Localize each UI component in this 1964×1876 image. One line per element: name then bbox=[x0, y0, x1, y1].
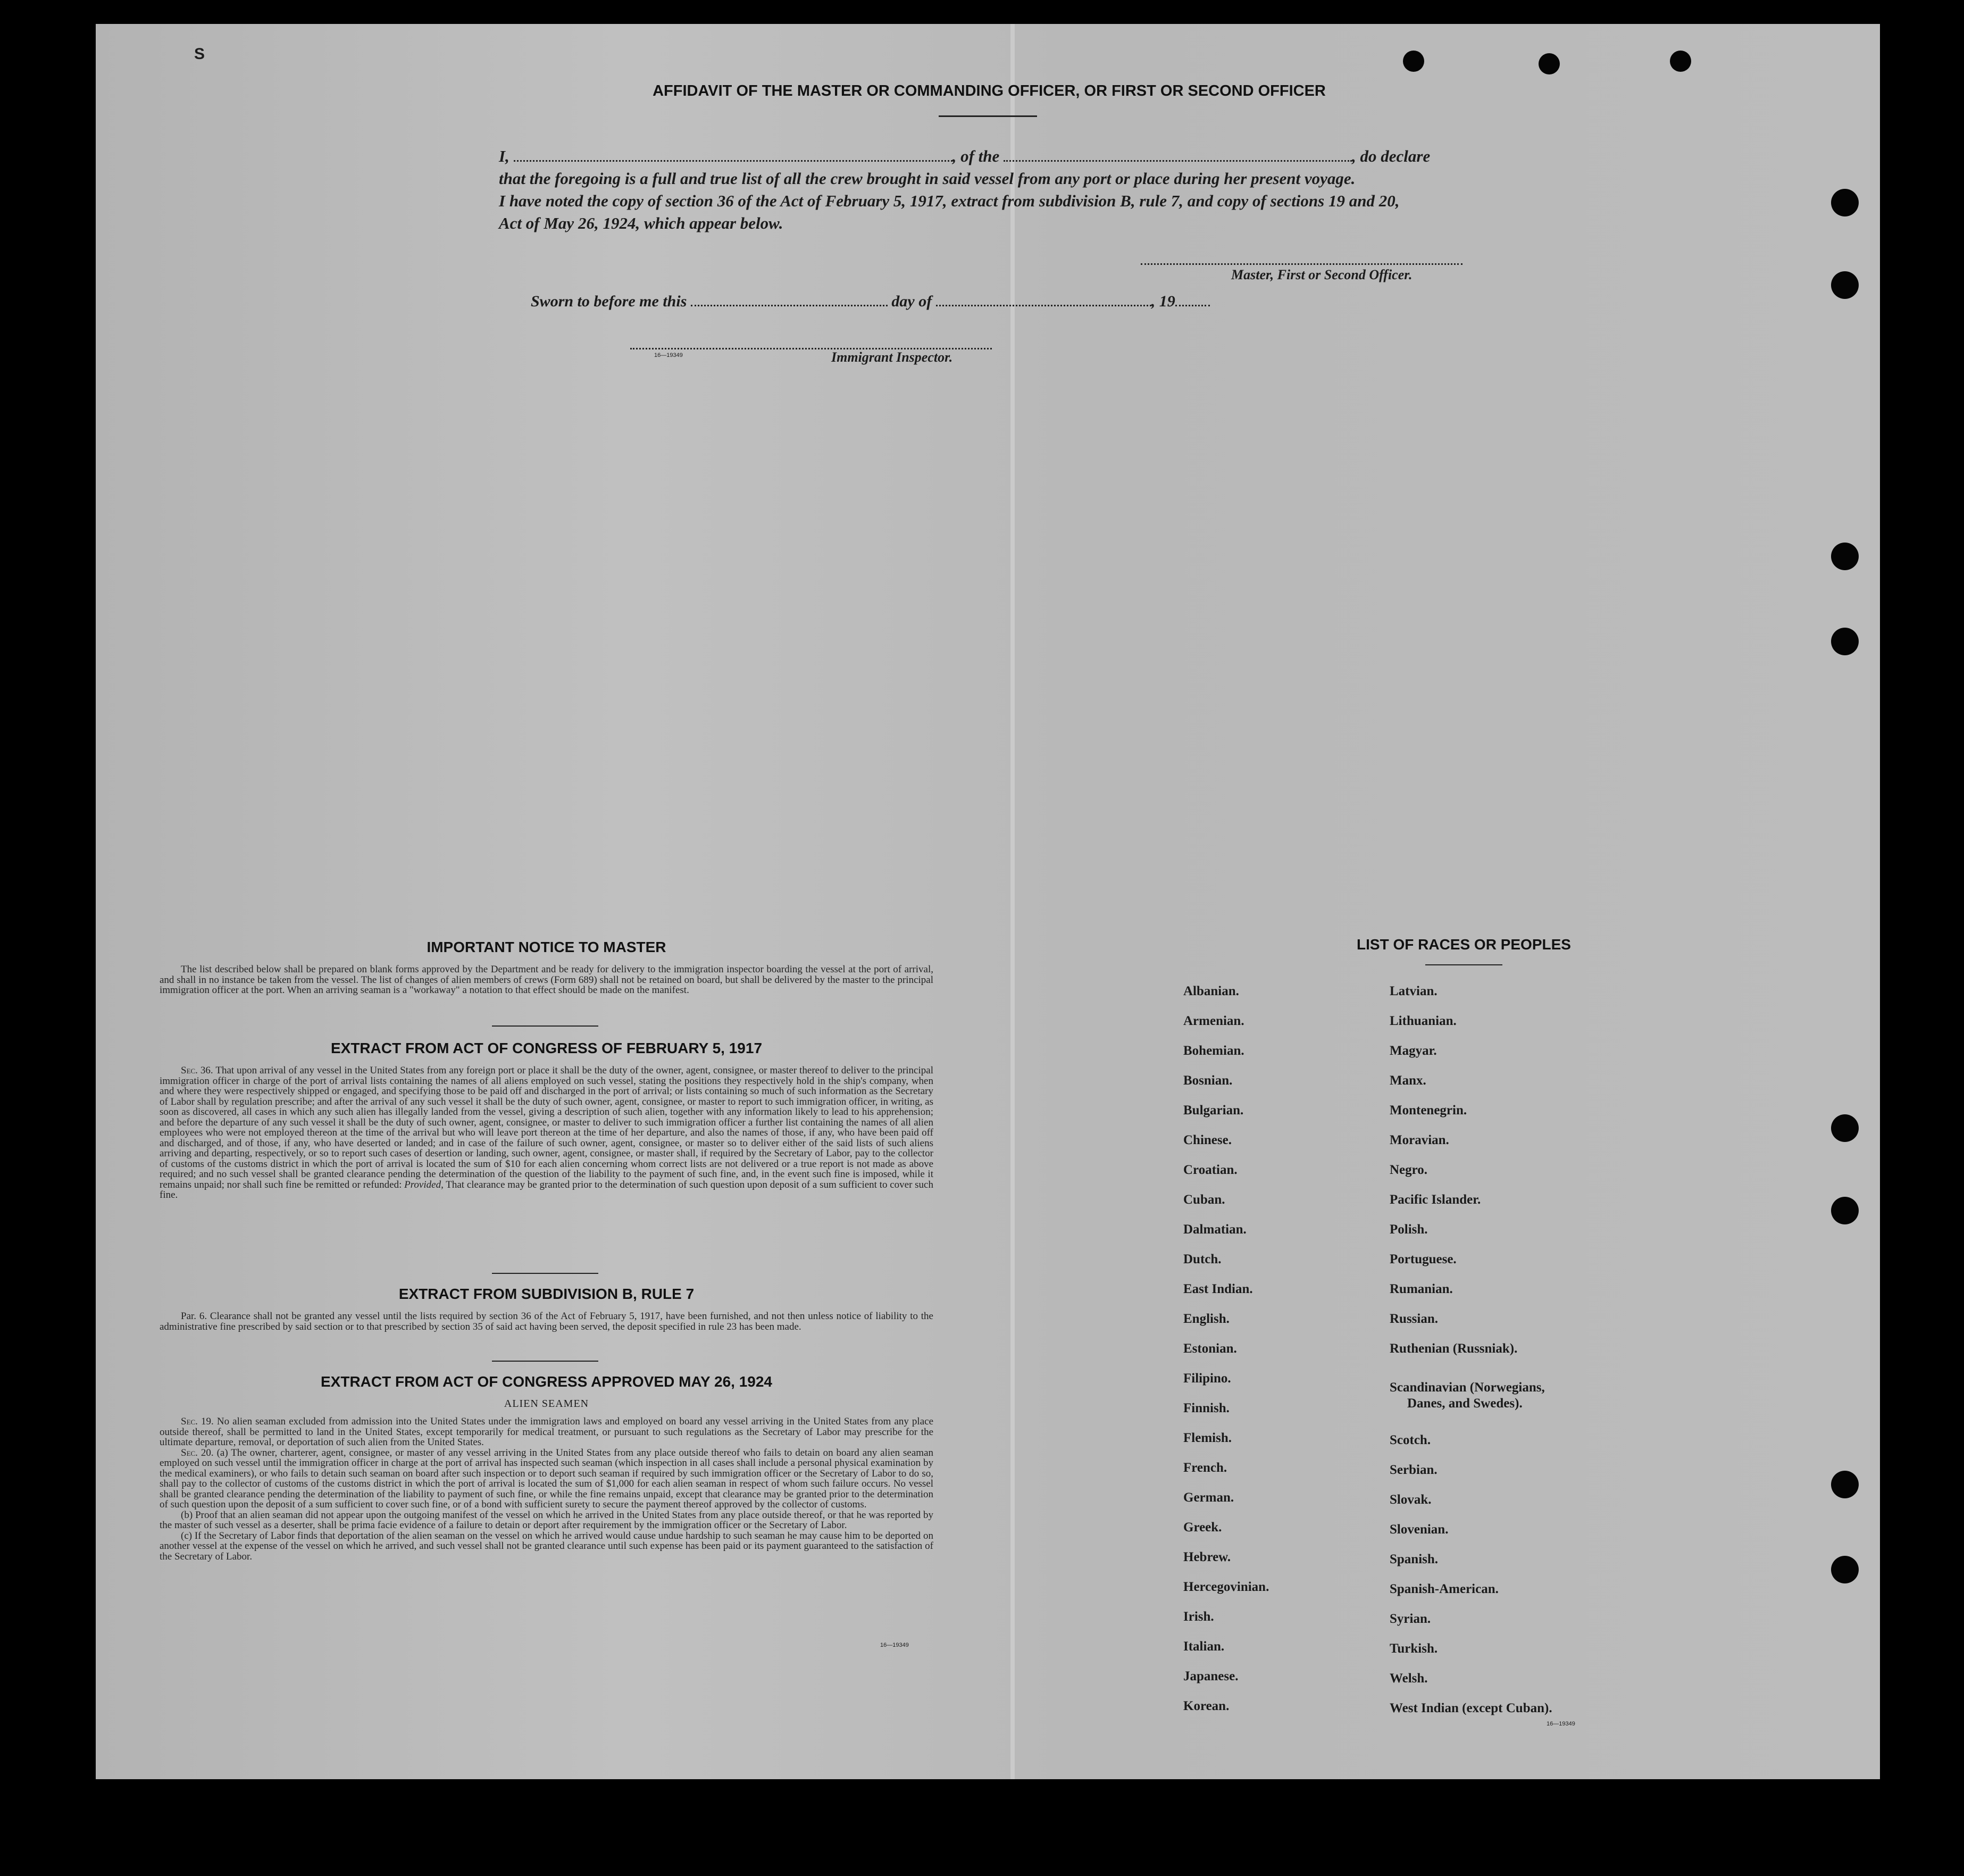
punch-hole bbox=[1831, 189, 1859, 216]
race-item: Hebrew. bbox=[1183, 1550, 1231, 1564]
race-item: Manx. bbox=[1390, 1073, 1426, 1088]
rule-7-title: EXTRACT FROM SUBDIVISION B, RULE 7 bbox=[398, 1286, 695, 1302]
race-item: Portuguese. bbox=[1390, 1252, 1457, 1266]
race-item: Serbian. bbox=[1390, 1463, 1438, 1477]
race-item: Irish. bbox=[1183, 1610, 1214, 1624]
race-item: Spanish-American. bbox=[1390, 1582, 1499, 1596]
declaration-line-3: I have noted the copy of section 36 of the Act of February 5, 1917, extract from subdivision B, rule 7, and copy of sections 19 and 20, bbox=[499, 191, 1400, 210]
section-rule bbox=[492, 1273, 598, 1274]
declaration-line-1 bbox=[499, 145, 1488, 168]
page-fold bbox=[1010, 24, 1015, 1779]
race-item: Armenian. bbox=[1183, 1014, 1244, 1028]
notice-text bbox=[160, 964, 933, 996]
section-19-paragraph bbox=[160, 1416, 933, 1448]
race-item-continued: Danes, and Swedes). bbox=[1407, 1396, 1523, 1411]
race-item: English. bbox=[1183, 1312, 1230, 1326]
race-item: Russian. bbox=[1390, 1312, 1439, 1326]
title-rule bbox=[939, 115, 1037, 117]
declaration-line-2: that the foregoing is a full and true list of all the crew brought in said vessel from any port or place during her present voyage. bbox=[499, 169, 1356, 188]
race-item: Spanish. bbox=[1390, 1552, 1439, 1566]
extract-1917-title: EXTRACT FROM ACT OF CONGRESS OF FEBRUARY 5, 1917 bbox=[330, 1040, 763, 1056]
race-item: Bulgarian. bbox=[1183, 1103, 1244, 1118]
section-20a-text: (a) The owner, charterer, agent, consignee, or master of any vessel arriving in the United States from any place outside thereof who fails to detain on board any alien seaman employed on such vessel until the immigration officer in charge at the port of arrival has inspected such seaman (which inspection in all cases shall include a personal physical examination by the medical examiners), or who fails to detain such seaman on board after such inspection or to deport such seaman if required by such immigration officer or the Secretary of Labor to do so, shall pay to the collector of customs of the customs district in which the port of arrival is located the sum of $1,000 for each alien seaman in respect of whom such failure occurs. No vessel shall be granted clearance pending the determination of the liability to payment of such fine, or while the fine remains unpaid, except that clearance may be granted prior to the determination of such question upon the deposit of a sum sufficient to cover such fine, or of a bond with sufficient surety to secure the payment thereof approved by the collector of customs. bbox=[160, 1447, 934, 1510]
punch-hole bbox=[1403, 51, 1424, 72]
race-item: Montenegrin. bbox=[1390, 1103, 1467, 1118]
sworn-year: , 19 bbox=[1151, 293, 1175, 310]
section-rule bbox=[492, 1361, 598, 1362]
affidavit-title: AFFIDAVIT OF THE MASTER OR COMMANDING OFFICER, OR FIRST OR SECOND OFFICER bbox=[653, 82, 1326, 99]
year-blank[interactable] bbox=[1175, 305, 1210, 306]
document-sheet bbox=[96, 24, 1880, 1779]
punch-hole bbox=[1670, 51, 1691, 72]
punch-hole bbox=[1831, 543, 1859, 570]
signature-blank[interactable] bbox=[1141, 262, 1462, 265]
punch-hole bbox=[1831, 1556, 1859, 1583]
race-item: Scandinavian (Norwegians, bbox=[1390, 1380, 1545, 1395]
race-item: Slovenian. bbox=[1390, 1522, 1449, 1537]
race-item: Negro. bbox=[1390, 1163, 1428, 1177]
race-item: Pacific Islander. bbox=[1390, 1193, 1481, 1207]
inspector-label: Immigrant Inspector. bbox=[831, 349, 953, 365]
form-number-top: 16—19349 bbox=[654, 352, 683, 358]
race-item: Bosnian. bbox=[1183, 1073, 1233, 1088]
punch-hole bbox=[1831, 1114, 1859, 1142]
race-item: Lithuanian. bbox=[1390, 1014, 1457, 1028]
sworn-line bbox=[531, 293, 1210, 311]
section-rule bbox=[492, 1025, 598, 1027]
race-item: Filipino. bbox=[1183, 1371, 1231, 1386]
extract-1924-title: EXTRACT FROM ACT OF CONGRESS APPROVED MAY 26, 1924 bbox=[321, 1373, 772, 1390]
declaration-of: , of the bbox=[952, 147, 1000, 165]
race-item: Japanese. bbox=[1183, 1669, 1239, 1683]
extract-1917-text bbox=[160, 1065, 933, 1200]
race-item: Dutch. bbox=[1183, 1252, 1222, 1266]
race-item: Latvian. bbox=[1390, 984, 1438, 998]
races-title-rule bbox=[1425, 964, 1502, 965]
race-item: Scotch. bbox=[1390, 1433, 1431, 1447]
race-item: Polish. bbox=[1390, 1222, 1428, 1237]
race-item: Cuban. bbox=[1183, 1193, 1225, 1207]
race-item: West Indian (except Cuban). bbox=[1390, 1701, 1552, 1715]
race-item: French. bbox=[1183, 1461, 1227, 1475]
extract-1924-text bbox=[160, 1416, 933, 1562]
race-item: Italian. bbox=[1183, 1639, 1225, 1654]
rule-7-text bbox=[160, 1311, 933, 1332]
declaration-i: I, bbox=[499, 147, 509, 165]
declaration-declare: , do declare bbox=[1352, 147, 1431, 165]
section-36-paragraph bbox=[160, 1065, 933, 1200]
vessel-blank[interactable] bbox=[1004, 160, 1352, 162]
alien-seamen-subtitle: ALIEN SEAMEN bbox=[504, 1398, 589, 1410]
section-36-text: That upon arrival of any vessel in the United States from any foreign port or place it shall be the duty of the owner, agent, consignee, or master thereof to deliver to the principal immigration officer in charge of the port of arrival lists containing the names of all aliens employed on such vessel, stating the positions they respectively hold in the ship's company, when and where they were respectively shipped or engaged, and specifying those to be paid off and discharged in the port of arrival; or lists containing so much of such information as the Secretary of Labor shall by regulation prescribe; and after the arrival of any such vessel it shall be the duty of such owner, agent, consignee, or master to report to such immigration officer, in writing, as soon as discovered, all cases in which any such alien has illegally landed from the vessel, giving a description of such alien, together with any information likely to lead to his apprehension; and before the departure of any such vessel it shall be the duty of such owner, agent, consignee, or master to deliver to such immigration officer a further list containing the names of all alien employees who were not employed thereon at the time of the arrival but who will leave port thereon at the time of her departure, and also the names of those, if any, who have been paid off and discharged, and of those, if any, who have deserted or landed; and in case of the failure of such owner, agent, consignee, or master so to deliver either of the said lists of such aliens arriving and departing, respectively, or so to report such cases of desertion or landing, such owner, agent, consignee, or master shall, if required by the Secretary of Labor, pay to the collector of customs of the customs district in which the port of arrival is located the sum of $10 for each alien concerning whom correct lists are not delivered or a true report is not made as above required; and no such vessel shall be granted clearance pending the determination of the question of the liability to the payment of such fine, and, in the event such fine is imposed, while it remains unpaid; nor shall such fine be remitted or refunded: bbox=[160, 1065, 933, 1190]
declaration-line-4: Act of May 26, 1924, which appear below. bbox=[499, 214, 783, 232]
punch-hole bbox=[1831, 1197, 1859, 1224]
name-blank[interactable] bbox=[514, 160, 952, 162]
form-number-right: 16—19349 bbox=[1547, 1721, 1575, 1727]
punch-hole bbox=[1539, 53, 1560, 74]
section-36-tail: That clearance may be granted prior to the determination of such question upon deposit of a sum sufficient to cover such fine. bbox=[160, 1179, 933, 1200]
punch-hole bbox=[1831, 1471, 1859, 1498]
race-item: Flemish. bbox=[1183, 1431, 1232, 1445]
section-20c-paragraph: (c) If the Secretary of Labor finds that deportation of the alien seaman on the vessel on which he arrived would cause undue hardship to such seaman he may cause him to be deported on another vessel at the expense of the vessel on which he arrived, and such vessel shall not be granted clearance until such expense has been paid or its payment guaranteed to the satisfaction of the Secretary of Labor. bbox=[160, 1530, 933, 1562]
race-item: Estonian. bbox=[1183, 1341, 1237, 1356]
corner-mark: S bbox=[194, 45, 205, 63]
race-item: Welsh. bbox=[1390, 1671, 1428, 1686]
notice-title: IMPORTANT NOTICE TO MASTER bbox=[427, 939, 666, 955]
race-item: Greek. bbox=[1183, 1520, 1222, 1535]
race-item: German. bbox=[1183, 1490, 1234, 1505]
race-item: Korean. bbox=[1183, 1699, 1230, 1713]
day-blank[interactable] bbox=[691, 305, 888, 306]
punch-hole bbox=[1831, 271, 1859, 299]
rule-7-paragraph: Par. 6. Clearance shall not be granted any vessel until the lists required by section 36 of the Act of February 5, 1917, have been furnished, and not then unless notice of liability to the administrative fine prescribed by said section or to that prescribed by section 35 of said act having been served, the deposit specified in rule 23 has been made. bbox=[160, 1311, 933, 1332]
punch-hole bbox=[1831, 628, 1859, 655]
race-item: Finnish. bbox=[1183, 1401, 1230, 1415]
signature-label: Master, First or Second Officer. bbox=[1231, 267, 1413, 282]
month-blank[interactable] bbox=[936, 305, 1151, 306]
race-item: Turkish. bbox=[1390, 1641, 1438, 1656]
race-item: Dalmatian. bbox=[1183, 1222, 1247, 1237]
race-item: Rumanian. bbox=[1390, 1282, 1453, 1296]
races-title: LIST OF RACES OR PEOPLES bbox=[1357, 936, 1571, 953]
sworn-day-of: day of bbox=[891, 293, 932, 310]
notice-paragraph: The list described below shall be prepared on blank forms approved by the Department and be ready for delivery to the immigration inspector boarding the vessel at the port of arrival, and shall in no instance be taken from the vessel. The list of changes of alien members of crews (Form 689) shall not be retained on board, but shall be delivered by the master to the principal immigration officer at the port. When an arriving seaman is a "workaway" a notation to that effect should be made on the manifest. bbox=[160, 964, 933, 996]
race-item: Chinese. bbox=[1183, 1133, 1232, 1147]
sworn-prefix: Sworn to before me this bbox=[531, 293, 687, 310]
form-number-left: 16—19349 bbox=[880, 1642, 909, 1648]
race-item: East Indian. bbox=[1183, 1282, 1253, 1296]
race-item: Hercegovinian. bbox=[1183, 1580, 1269, 1594]
race-item: Syrian. bbox=[1390, 1612, 1431, 1626]
section-20a-paragraph bbox=[160, 1448, 933, 1510]
race-item: Ruthenian (Russniak). bbox=[1390, 1341, 1518, 1356]
race-item: Moravian. bbox=[1390, 1133, 1449, 1147]
section-19-text: No alien seaman excluded from admission into the United States under the immigration laws and employed on board any vessel arriving in the United States from any place outside thereof, shall be permitted to land in the United States, except temporarily for medical treatment, or pursuant to such regulations as the Secretary of Labor may prescribe for the ultimate departure, removal, or deportation of such alien from the United States. bbox=[160, 1416, 934, 1448]
section-20-label: Sec. 20. bbox=[181, 1447, 214, 1458]
section-36-label: Sec. 36. bbox=[181, 1065, 213, 1076]
section-19-label: Sec. 19. bbox=[181, 1416, 214, 1427]
section-20b-paragraph: (b) Proof that an alien seaman did not appear upon the outgoing manifest of the vessel on which he arrived in the United States from any place outside thereof, or that he was reported by the master of such vessel as a deserter, shall be prima facie evidence of a failure to detain or deport after requirement by the immigration officer or the Secretary of Labor. bbox=[160, 1509, 933, 1531]
race-item: Magyar. bbox=[1390, 1044, 1437, 1058]
race-item: Slovak. bbox=[1390, 1493, 1432, 1507]
provided-word: Provided, bbox=[404, 1179, 444, 1190]
race-item: Bohemian. bbox=[1183, 1044, 1244, 1058]
race-item: Albanian. bbox=[1183, 984, 1239, 998]
race-item: Croatian. bbox=[1183, 1163, 1238, 1177]
